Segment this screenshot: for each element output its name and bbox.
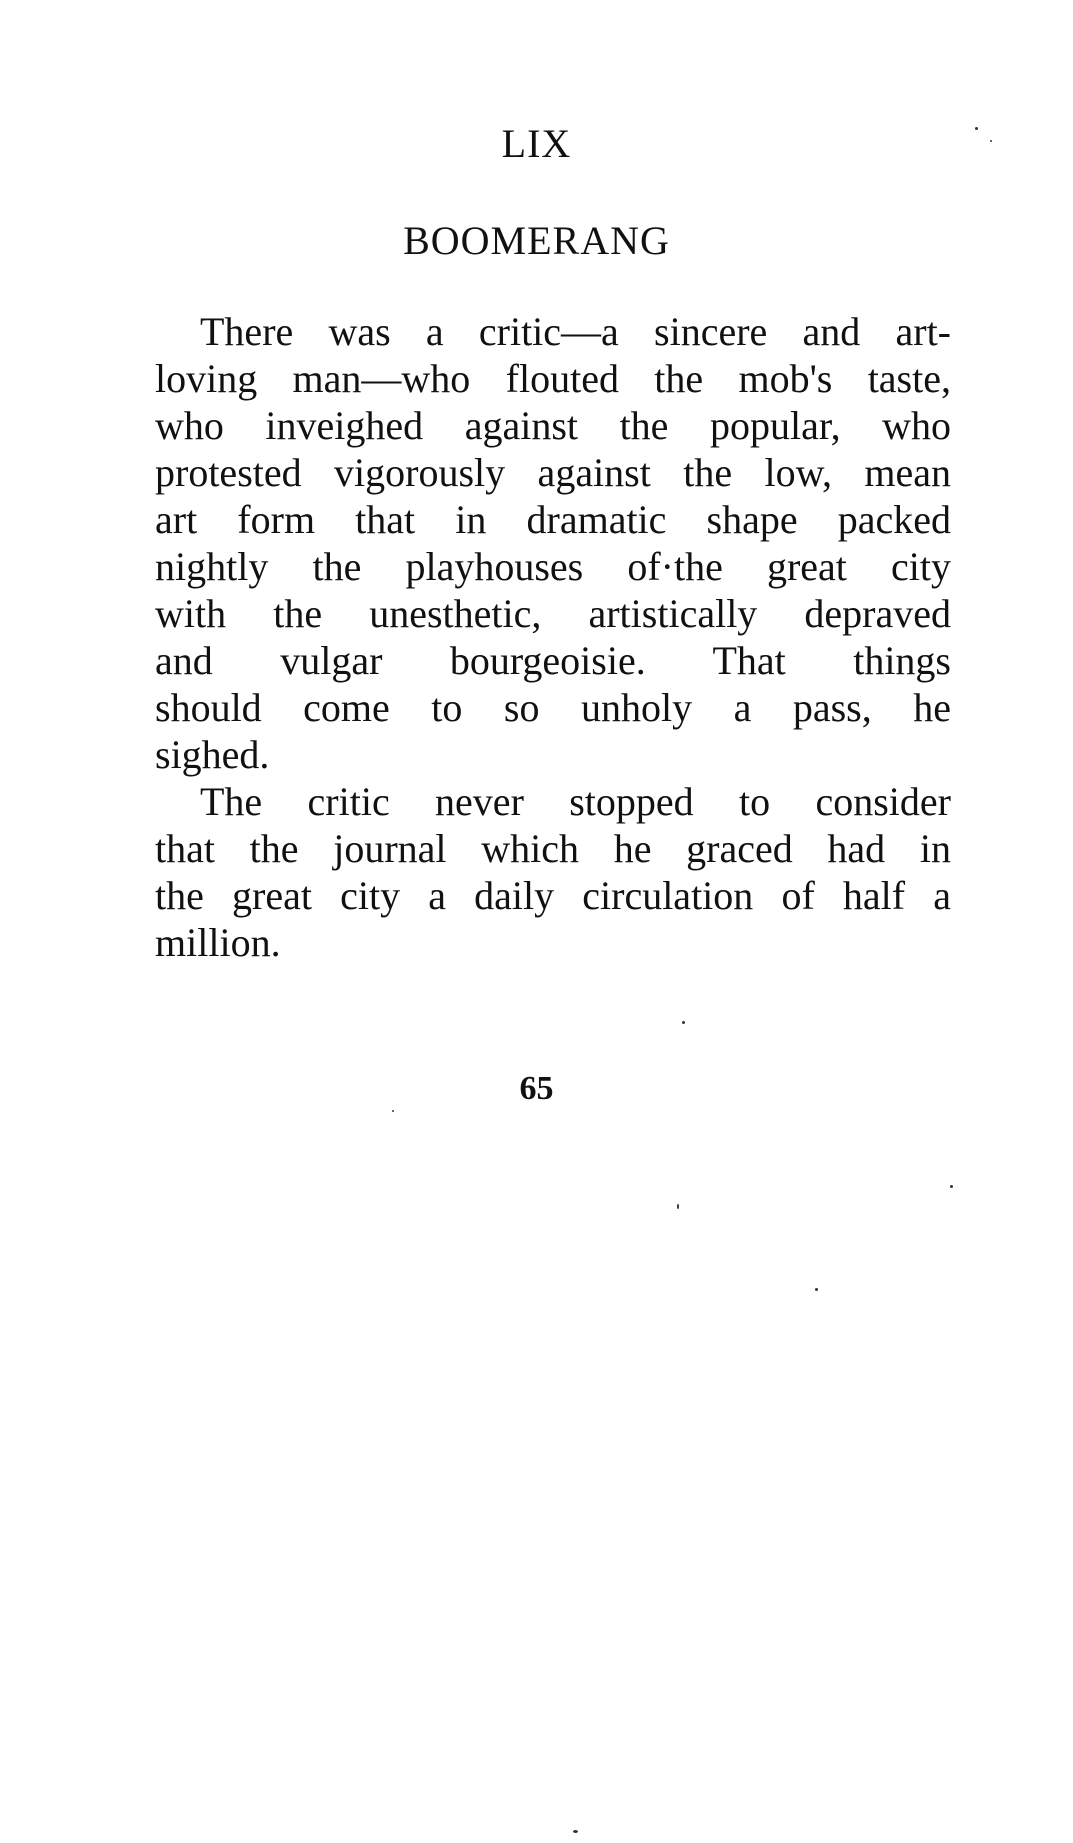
body-text xyxy=(155,308,951,966)
text-line: that the journal which he graced had in xyxy=(155,826,951,871)
scan-speck xyxy=(677,1204,679,1209)
scan-speck xyxy=(392,1110,394,1112)
text-line: million. xyxy=(155,920,281,965)
text-line: the great city a daily circulation of half a xyxy=(155,873,951,918)
paragraph-2 xyxy=(155,778,951,966)
text-line: with the unesthetic, artistically depraved xyxy=(155,591,951,636)
scan-speck xyxy=(990,140,992,142)
paragraph-1 xyxy=(155,308,951,778)
scan-speck xyxy=(682,1021,685,1024)
text-line: and vulgar bourgeoisie. That things xyxy=(155,638,951,683)
chapter-number: LIX xyxy=(501,121,572,166)
scan-speck xyxy=(950,1185,953,1188)
scan-speck xyxy=(573,1830,578,1833)
page-number: 65 xyxy=(519,1070,554,1107)
text-line: should come to so unholy a pass, he xyxy=(155,685,951,730)
text-line: nightly the playhouses of·the great city xyxy=(155,544,951,589)
chapter-title: BOOMERANG xyxy=(403,218,670,263)
text-line: There was a critic—a sincere and art- xyxy=(200,309,951,354)
scan-speck xyxy=(975,127,978,130)
text-line: sighed. xyxy=(155,732,270,777)
text-line: The critic never stopped to consider xyxy=(200,779,951,824)
text-line: protested vigorously against the low, mean xyxy=(155,450,951,495)
text-line: who inveighed against the popular, who xyxy=(155,403,951,448)
text-line: loving man—who flouted the mob's taste, xyxy=(155,356,951,401)
text-line: art form that in dramatic shape packed xyxy=(155,497,951,542)
scan-speck xyxy=(815,1288,818,1291)
